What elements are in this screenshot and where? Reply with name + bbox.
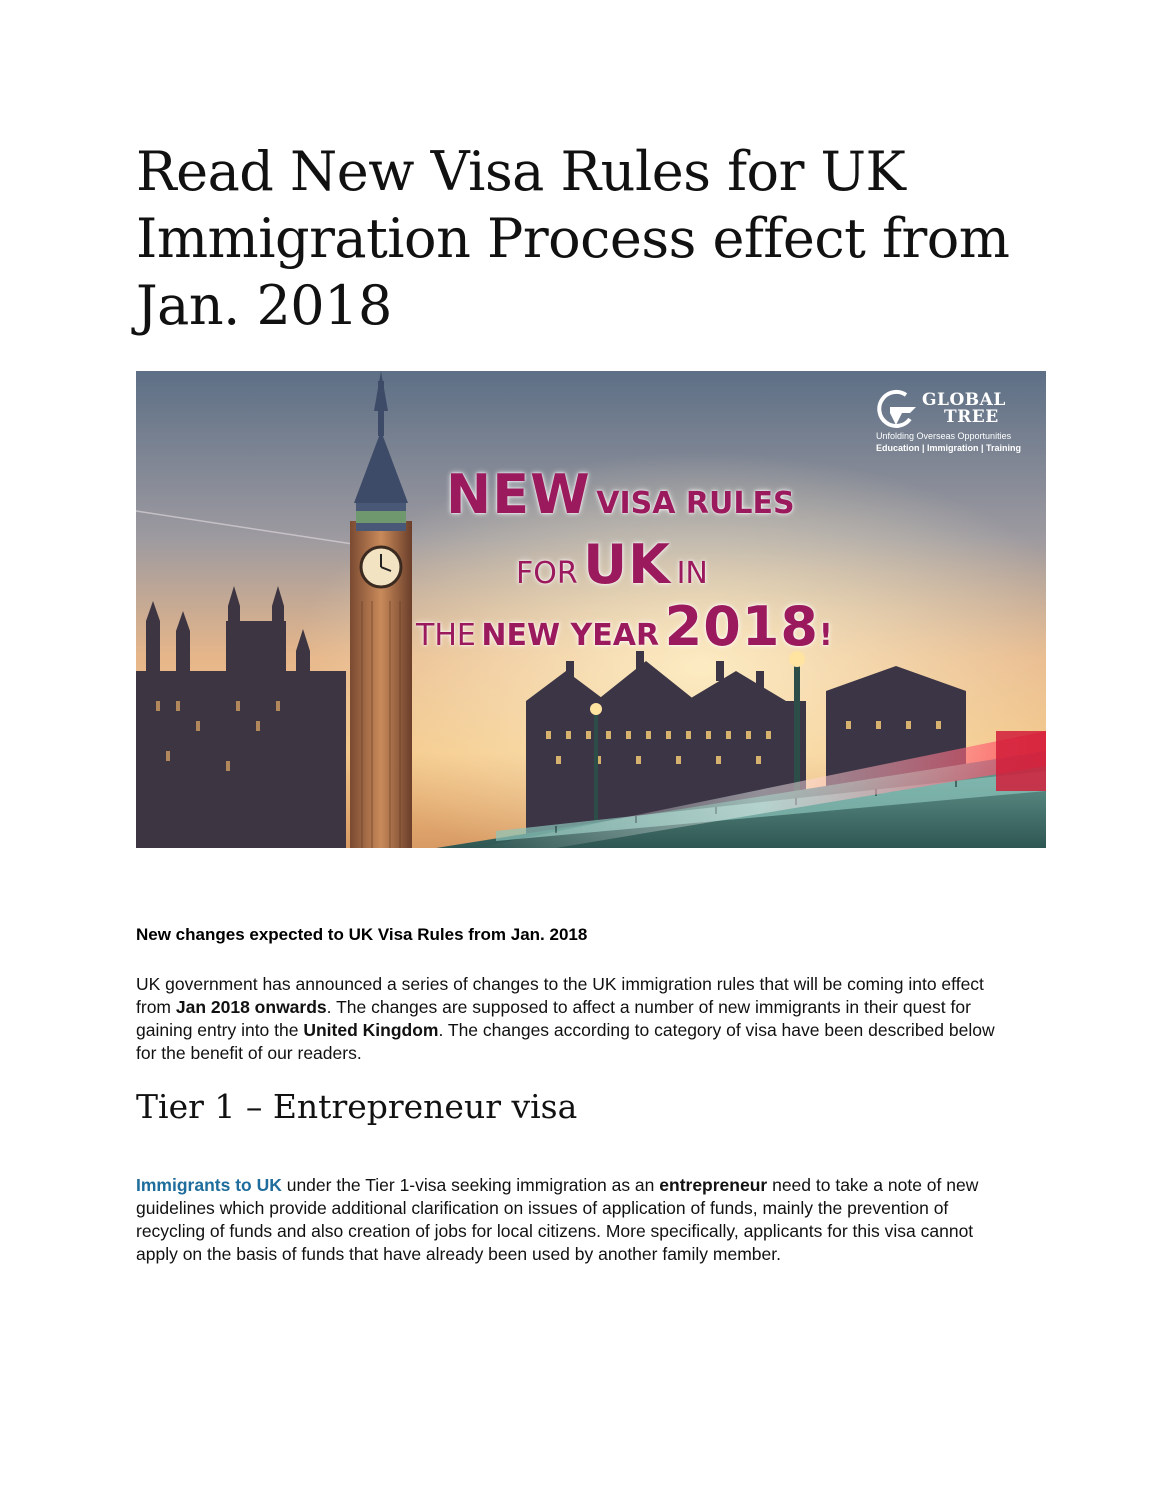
headline-new: NEW (446, 463, 591, 526)
intro-text-2: . The changes are supposed to affect a number of new immigrants in their quest for gaining entry into the (136, 997, 971, 1040)
intro-text-1: UK government has announced a series of changes to the UK immigration rules that will be coming into effect from (136, 974, 984, 1017)
tier1-text-2: need to take a note of new guidelines which provide additional clarification on issues of application of funds, mainly the prevention of recycling of funds and also creation of jobs for local citizens. More specifically, applicants for this visa cannot apply on the basis of funds that have already been used by another family member. (136, 1175, 979, 1264)
intro-text-3: . The changes according to category of visa have been described below for the benefit of our readers. (136, 1020, 995, 1063)
immigrants-to-uk-link[interactable]: Immigrants to UK (136, 1175, 282, 1195)
global-tree-logo (876, 389, 1036, 453)
section-heading: New changes expected to UK Visa Rules from Jan. 2018 (136, 925, 588, 944)
intro-bold-date: Jan 2018 onwards (175, 997, 327, 1017)
logo-services: Education | Immigration | Training (876, 443, 1022, 453)
intro-bold-country: United Kingdom (303, 1020, 439, 1040)
headline-new-year: NEW YEAR (481, 618, 660, 653)
headline-line-2 (516, 533, 708, 596)
logo-line-tree: TREE (944, 407, 999, 427)
tier1-heading: Tier 1 – Entrepreneur visa (136, 1087, 578, 1126)
headline-in: IN (676, 556, 708, 591)
logo-tagline: Unfolding Overseas Opportunities (876, 431, 1012, 441)
page-title: Read New Visa Rules for UK Immigration Process effect from Jan. 2018 (136, 140, 1010, 337)
headline-uk: UK (583, 533, 671, 596)
headline-visa-rules: VISA RULES (596, 486, 795, 521)
headline-for: FOR (516, 556, 578, 591)
tier1-paragraph (136, 1174, 1016, 1266)
headline-the: THE (416, 618, 476, 653)
headline-exclaim: ! (818, 618, 833, 653)
tier1-text-1: under the Tier 1-visa seeking immigration as an (281, 1175, 660, 1195)
global-tree-logo-icon (876, 389, 918, 429)
headline-year: 2018 (664, 595, 819, 658)
headline-line-3 (416, 595, 833, 658)
hero-banner (136, 371, 1046, 848)
logo-line-global: GLOBAL (922, 390, 1006, 410)
headline-line-1 (446, 463, 795, 526)
intro-paragraph (136, 973, 1016, 1065)
tier1-bold-entrepreneur: entrepreneur (659, 1175, 768, 1195)
